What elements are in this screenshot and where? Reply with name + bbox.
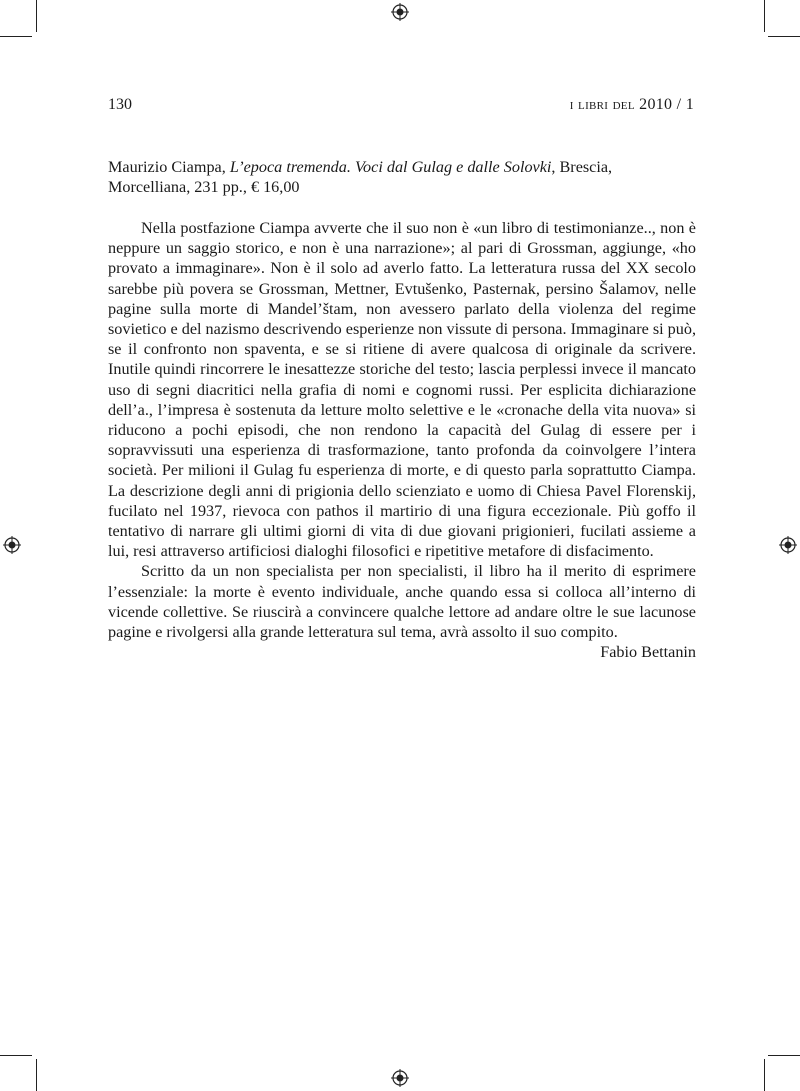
crop-mark-bottom-left-h bbox=[0, 1055, 32, 1056]
crop-mark-top-left-h bbox=[0, 36, 32, 37]
reviewer-signature: Fabio Bettanin bbox=[600, 643, 696, 662]
registration-mark-right-icon bbox=[779, 536, 797, 554]
crop-mark-top-right-h bbox=[768, 36, 800, 37]
review-paragraph-1: Nella postfazione Ciampa avverte che il suo non è «un libro di testimonianze.., non è neppure un saggio storico, e non è una narrazione»; al pari di Grossman, aggiunge, «ho provato a immaginare». Non è il solo ad averlo fatto. La letteratura russa del XX secolo sarebbe più povera se Grossman, Mettner, Evtušenko, Pasternak, persino Šalamov, nelle pagine sulla morte di Mandel’štam, non avessero parlato della violenza del regime sovietico e del nazismo descrivendo esperienze non vissute di persona. Immaginare si può, se il confronto non spaventa, e se si ritiene di avere qualcosa di originale da scrivere. Inutile quindi rincorrere le inesattezze storiche del testo; lascia perplessi invece il mancato uso di segni diacritici nella grafia di nomi e cognomi russi. Per esplicita dichiarazione dell’a., l’impresa è sostenuta da letture molto selettive e le «cronache della vita nuova» si riducono a pochi episodi, che non rendono la capacità del Gulag di essere per i sopravvissuti una esperienza di trasformazione, tanto profonda da coinvolgere l’intera società. Per milioni il Gulag fu esperienza di morte, e di questo parla soprattutto Ciampa. La descrizione degli anni di prigionia dello scienziato e uomo di Chiesa Pavel Florenskij, fucilato nel 1937, rievoca con pathos il martirio di una figura eccezionale. Più goffo il tentativo di narrare gli ultimi giorni di vita di due giovani prigionieri, fucilati assieme a lui, resi attraverso artificiosi dialoghi filosofici e ripetitive metafore di disfacimento. bbox=[108, 219, 696, 561]
crop-mark-bottom-right bbox=[764, 1059, 765, 1091]
crop-mark-bottom-right-h bbox=[768, 1055, 800, 1056]
running-head bbox=[108, 96, 694, 116]
journal-title: i libri del 2010 / 1 bbox=[569, 96, 694, 113]
registration-mark-bottom-icon bbox=[391, 1069, 409, 1087]
crop-mark-top-left bbox=[36, 0, 37, 32]
citation-author: Maurizio Ciampa, bbox=[108, 158, 226, 176]
crop-mark-bottom-left bbox=[36, 1059, 37, 1091]
citation-publication: , Brescia, Morcelliana, 231 pp., € 16,00 bbox=[108, 158, 613, 197]
review-paragraph-2: Scritto da un non specialista per non specialisti, il libro ha il merito di esprimere l’essenziale: la morte è evento individuale, anche quando essa si colloca all’interno di vicende collettive. Se riuscirà a convincere qualche lettore ad andare oltre le sue lacunose pagine e rivolgersi alla grande letteratura sul tema, avrà assolto il suo compito. bbox=[108, 562, 696, 642]
registration-mark-top-icon bbox=[391, 3, 409, 21]
citation-title: L’epoca tremenda. Voci dal Gulag e dalle Solovki bbox=[229, 158, 552, 176]
review-body bbox=[108, 218, 696, 662]
registration-mark-left-icon bbox=[3, 536, 21, 554]
book-citation bbox=[108, 157, 696, 197]
page-number: 130 bbox=[108, 96, 132, 113]
crop-mark-top-right bbox=[764, 0, 765, 32]
